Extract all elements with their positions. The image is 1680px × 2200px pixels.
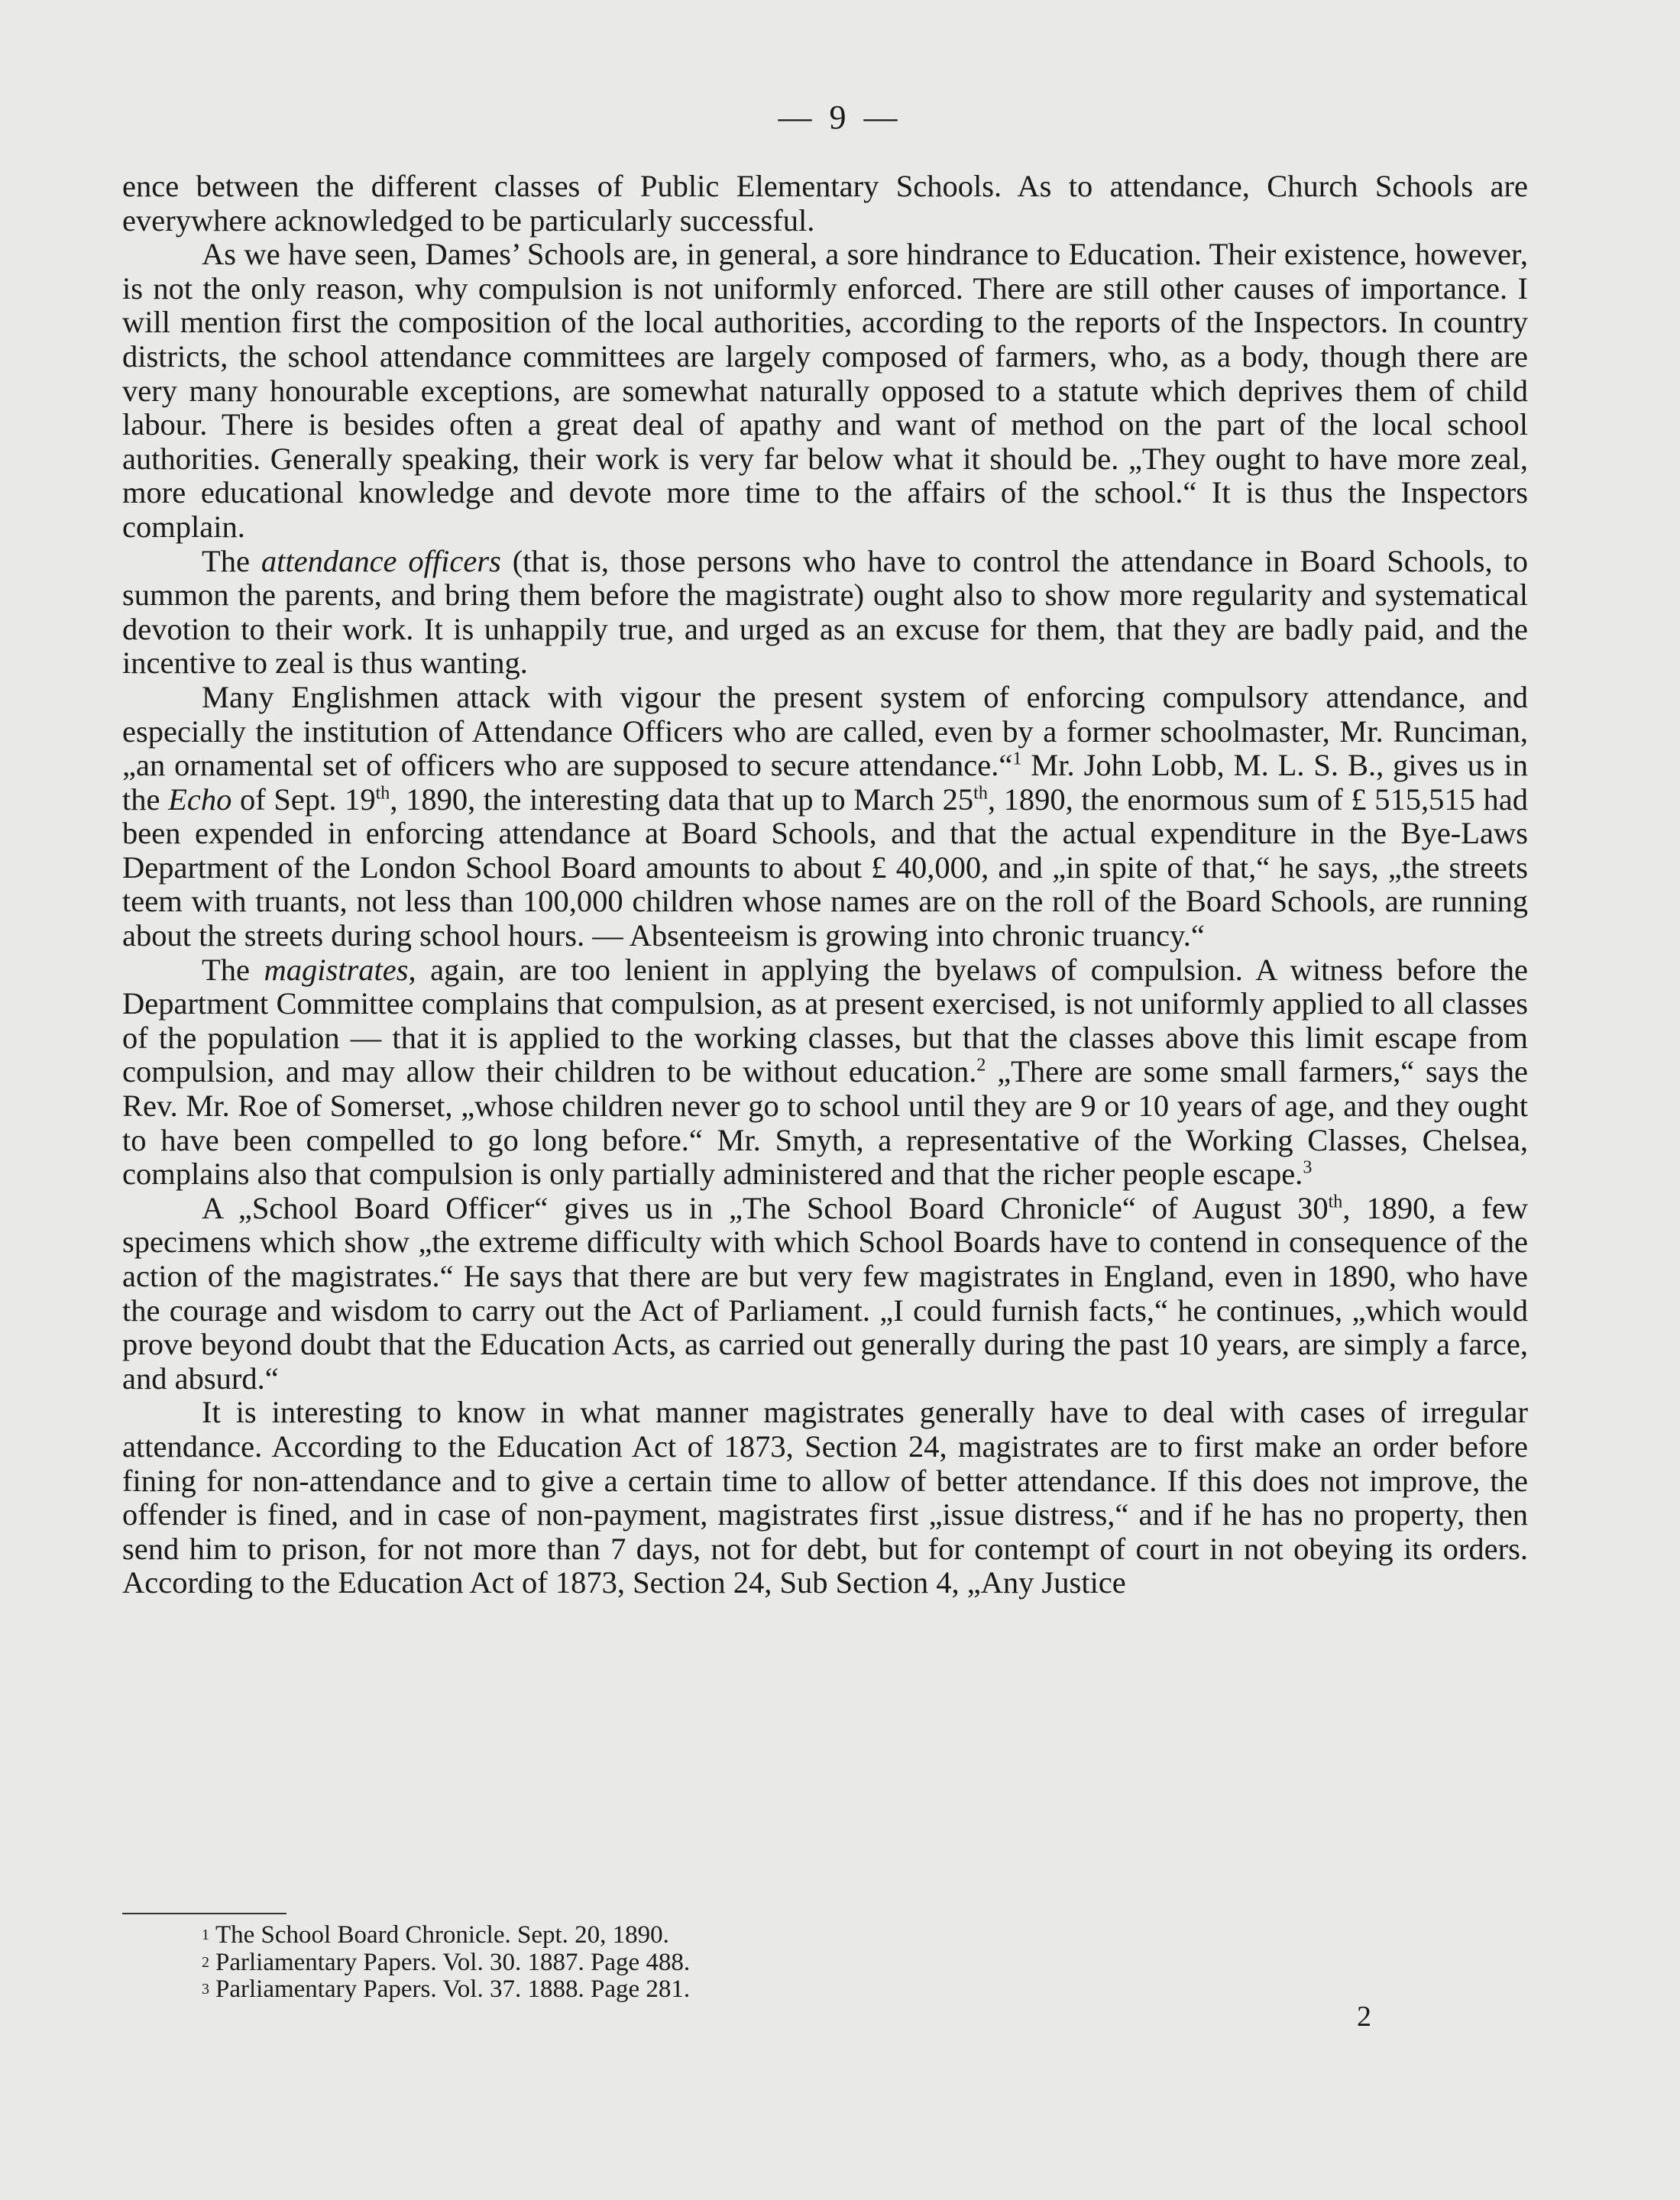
paragraph-3: The attendance officers (that is, those persons who have to control the attendance in Board Schools, to summon the parents, and bring them before the magistrate) ought also to show more regularity and systematical devotion to their work. It is unhappily true, and urged as an excuse for them, that they are badly paid, and the incentive to zeal is thus wanting. <box>122 543 1529 681</box>
signature-mark: 2 <box>1357 2001 1371 2033</box>
body-text <box>122 170 1528 1600</box>
footnote-ref-2: 2 <box>976 1055 986 1076</box>
footnotes <box>202 1922 690 2004</box>
echo-title: Echo <box>168 781 232 817</box>
paragraph-1: ence between the different classes of Public Elementary Schools. As to attendance, Church Schools are everywhere acknowledged to be particularly successful. <box>122 169 1528 238</box>
paragraph-6: A „School Board Officer“ gives us in „The School Board Chronicle“ of August 30th, 1890, a few specimens which show „the extreme difficulty with which School Boards have to contend in consequence of the action of the magistrates.“ He says that there are but very few magistrates in England, even in 1890, who have the courage and wisdom to carry out the Act of Parliament. „I could furnish facts,“ he continues, „which would prove beyond doubt that the Education Acts, as carried out generally during the past 10 years, are simply a farce, and absurd.“ <box>122 1190 1528 1396</box>
footnote: $^1$ The School Board Chronicle. Sept. 20, 1890. <box>202 1921 669 1949</box>
paragraph-5: The magistrates, again, are too lenient in applying the byelaws of compulsion. A witness before the Department Committee complains that compulsion, as at present exercised, is not uniformly applied to all classes of the population — that it is applied to the working classes, but that the classes above this limit escape from compulsion, and may allow their children to be without education.$^2$ „There are some small farmers,“ says the Rev. Mr. Roe of Somerset, „whose children never go to school until they are 9 or 10 years of age, and they ought to have been compelled to go long before.“ Mr. Smyth, a representative of the Working Classes, Chelsea, complains also that compulsion is only partially administered and that the richer people escape.$^3$ <box>122 952 1529 1192</box>
footnote-ref-1: 1 <box>1012 749 1022 769</box>
paragraph-4: Many Englishmen attack with vigour the present system of enforcing compulsory attendance, and especially the institution of Attendance Officers who are called, even by a former schoolmaster, Mr. Runciman, „an ornamental set of officers who are supposed to secure attendance.“$^1$ Mr. John Lobb, M. L. S. B., gives us in the Echo of Sept. 19th, 1890, the interesting data that up to March 25th, 1890, the enormous sum of £ 515,515 had been expended in enforcing attendance at Board Schools, and that the actual expenditure in the Bye-Laws Department of the London School Board amounts to about £ 40,000, and „in spite of that,“ he says, „the streets teem with truants, not less than 100,000 children whose names are on the roll of the Board Schools, are running about the streets during school hours. — Absenteeism is growing into chronic truancy.“ <box>122 679 1529 953</box>
footnote: $^2$ Parliamentary Papers. Vol. 30. 1887. Page 488. <box>202 1948 691 1976</box>
paragraph-2: As we have seen, Dames’ Schools are, in general, a sore hindrance to Education. Their existence, however, is not the only reason, why compulsion is not uniformly enforced. There are still other causes of importance. I will mention first the composition of the local authorities, according to the reports of the Inspectors. In country districts, the school attendance committees are largely composed of farmers, who, as a body, though there are very many honourable exceptions, are somewhat naturally opposed to a statute which deprives them of child labour. There is besides often a great deal of apathy and want of method on the part of the local school authorities. Generally speaking, their work is very far below what it should be. „They ought to have more zeal, more educational knowledge and devote more time to the affairs of the school.“ It is thus the Inspectors complain. <box>122 237 1528 544</box>
footnote-rule <box>122 1913 286 1914</box>
paragraph-7: It is interesting to know in what manner magistrates generally have to deal with cases of irregular attendance. According to the Education Act of 1873, Section 24, magistrates are to first make an order before fining for non-attendance and to give a certain time to allow of better attendance. If this does not improve, the offender is fined, and in case of non-payment, magistrates first „issue distress,“ and if he has no property, then send him to prison, for not more than 7 days, not for debt, but for contempt of court in not obeying its orders. According to the Education Act of 1873, Section 24, Sub Section 4, „Any Justice <box>122 1395 1528 1600</box>
footnote-ref-3: 3 <box>1303 1157 1313 1178</box>
page-number: — 9 — <box>778 99 902 136</box>
magistrates-term: magistrates <box>264 952 409 987</box>
footnote: $^3$ Parliamentary Papers. Vol. 37. 1888. Page 281. <box>202 1975 691 2003</box>
attendance-officers-term: attendance officers <box>261 543 501 578</box>
